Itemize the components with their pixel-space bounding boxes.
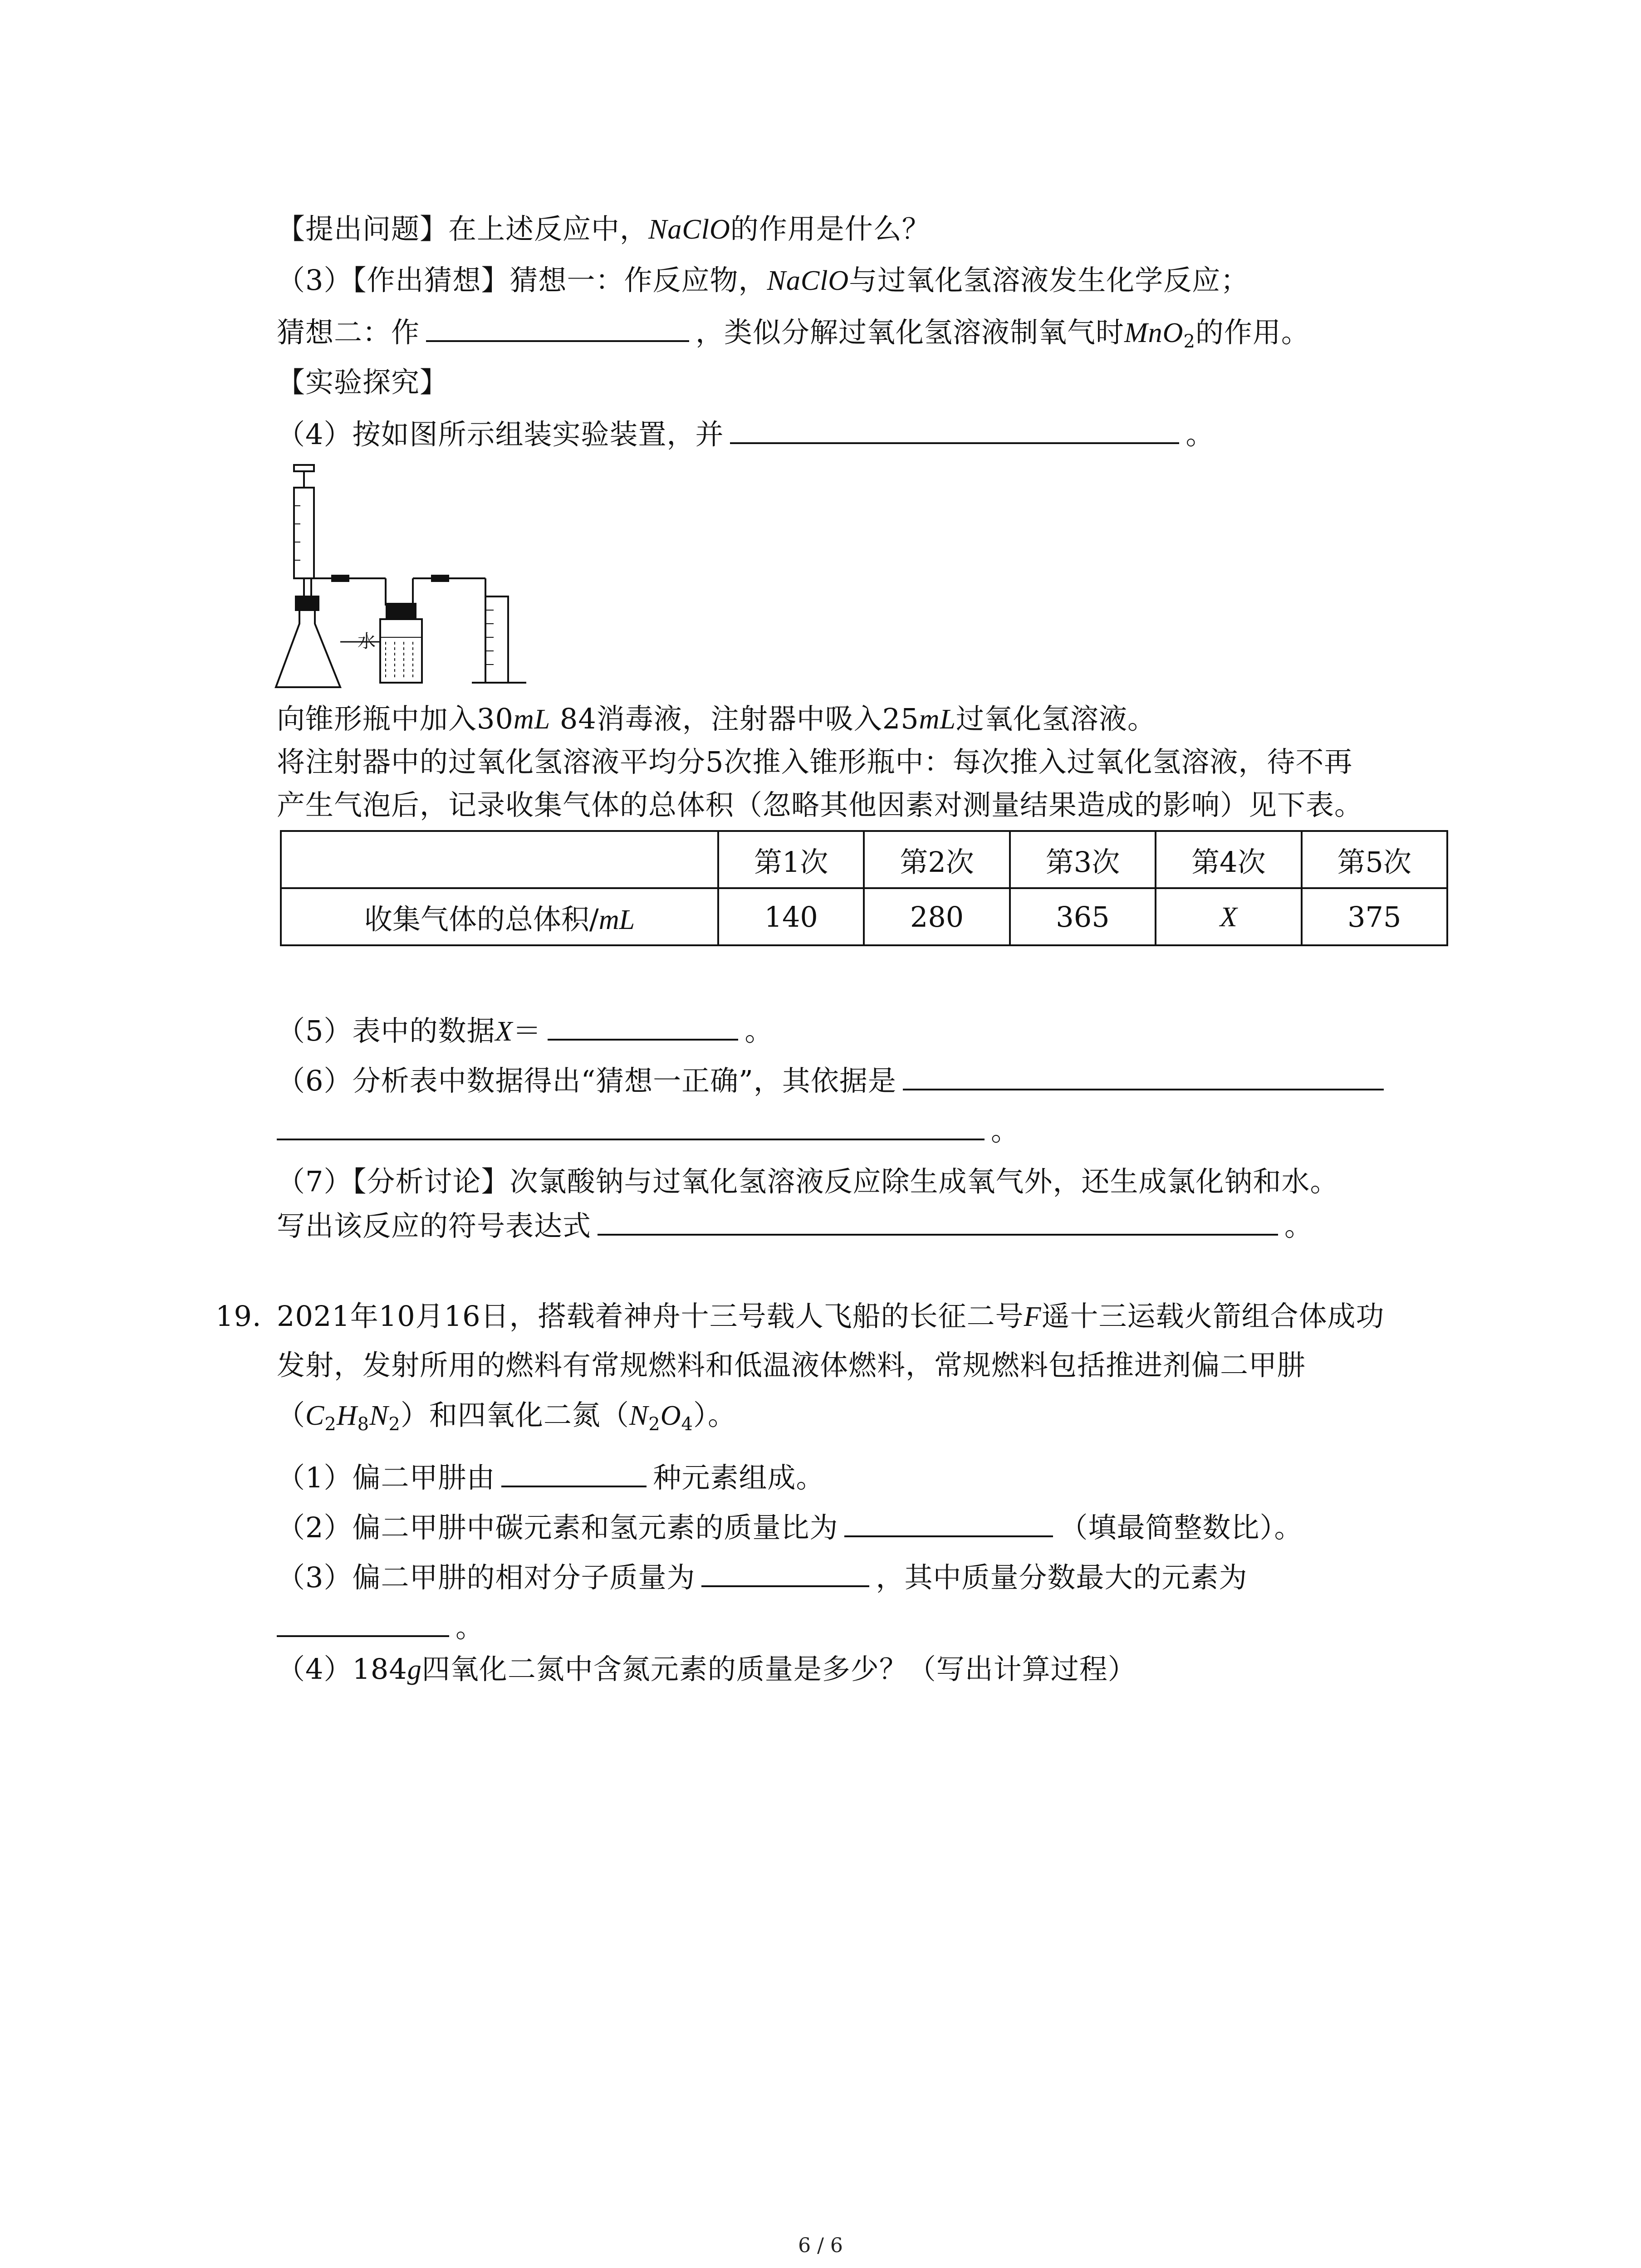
graduated-cylinder — [472, 578, 526, 683]
q19-line-3 — [277, 1397, 736, 1442]
q19-sub-h: 8 — [357, 1414, 370, 1435]
part3-bracket: 【作出猜想】 — [352, 264, 510, 297]
q19-part4 — [277, 1651, 1136, 1688]
q19-p1-pre: （1）偏二甲肼由 — [277, 1461, 495, 1494]
q19-p3-blank-2[interactable] — [277, 1608, 449, 1637]
table-cell — [1156, 888, 1301, 945]
page-number: 6 / 6 — [798, 2234, 843, 2257]
part6-blank-2[interactable] — [277, 1111, 985, 1140]
q19-sub-o: 4 — [681, 1414, 693, 1435]
q19-part1 — [277, 1458, 824, 1496]
table-cell: 280 — [864, 888, 1009, 945]
q19-n2: N — [629, 1400, 649, 1431]
explore-heading: 【实验探究】 — [277, 366, 449, 399]
q19-intro-a: 2021年10月16日，搭载着神舟十三号载人飞船的长征二号 — [277, 1300, 1024, 1333]
problem-bracket: 【提出问题】 — [277, 212, 449, 245]
q19-p4-post: 四氧化二氮中含氮元素的质量是多少？（写出计算过程） — [421, 1652, 1136, 1686]
q19-p2-post: （填最简整数比）。 — [1059, 1511, 1303, 1544]
table-header-row — [281, 831, 1447, 888]
part4-line — [277, 415, 1214, 453]
q19-p1-blank[interactable] — [501, 1458, 647, 1487]
guess2-post-a: ，类似分解过氧化氢溶液制氧气时 — [696, 316, 1125, 349]
q19-close: ）。 — [693, 1398, 736, 1432]
syringe — [294, 465, 314, 596]
q19-p4-pre: （4）184 — [277, 1652, 407, 1686]
part7-blank[interactable] — [598, 1207, 1278, 1236]
guess2-post-b: 的作用。 — [1195, 316, 1310, 349]
q19-p1-post: 种元素组成。 — [653, 1461, 825, 1494]
q19-sub-n: 2 — [388, 1414, 401, 1435]
table-cell: 365 — [1010, 888, 1156, 945]
q19-h: H — [336, 1400, 358, 1431]
table-cell-var: X — [1220, 902, 1237, 933]
tube-clip-1 — [331, 575, 349, 582]
q19-p2-blank[interactable] — [844, 1508, 1053, 1537]
table-row-label — [281, 888, 718, 945]
guess2-chem: MnO — [1124, 318, 1184, 348]
water-label: 水 — [358, 631, 376, 652]
guess2-pre: 猜想二：作 — [277, 316, 420, 349]
part4-pre: （4）按如图所示组装实验装置，并 — [277, 418, 724, 451]
q19-intro-f: F — [1024, 1301, 1042, 1332]
q19-p4-unit: g — [407, 1654, 422, 1685]
q19-p3-end: 。 — [456, 1611, 485, 1644]
table-header-cell — [281, 831, 718, 888]
table-header-cell: 第1次 — [718, 831, 864, 888]
desc-line-1 — [277, 701, 1156, 738]
row-label-unit: mL — [598, 904, 635, 935]
problem-text-pre: 在上述反应中， — [448, 212, 649, 245]
part3-text-b: 与过氧化氢溶液发生化学反应； — [849, 264, 1249, 297]
q19-line-1 — [216, 1298, 1384, 1335]
table-header-cell: 第2次 — [864, 831, 1009, 888]
desc1-b: 84消毒液，注射器中吸入25 — [550, 702, 919, 735]
part3-chem: NaClO — [767, 265, 849, 296]
part5-line — [277, 1012, 773, 1050]
guess2-line — [277, 313, 1310, 360]
q19-part2 — [277, 1508, 1303, 1546]
part4-end: 。 — [1185, 418, 1215, 451]
table-cell: 375 — [1302, 888, 1447, 945]
part5-end: 。 — [745, 1014, 774, 1047]
desc1-a: 向锥形瓶中加入30 — [277, 702, 514, 735]
q19-p3-pre: （3）偏二甲肼的相对分子质量为 — [277, 1561, 696, 1594]
desc-line-2: 将注射器中的过氧化氢溶液平均分5次推入锥形瓶中：每次推入过氧化氢溶液，待不再 — [277, 745, 1353, 778]
water-bottle — [340, 575, 485, 683]
q19-n: N — [369, 1400, 389, 1431]
problem-text-post: 的作用是什么？ — [730, 212, 931, 245]
part7-line-1: （7）【分析讨论】次氯酸钠与过氧化氢溶液反应除生成氧气外，还生成氯化钠和水。 — [277, 1165, 1339, 1198]
desc1-unit1: mL — [513, 704, 551, 735]
q19-open: （ — [277, 1398, 306, 1432]
table-header-cell: 第4次 — [1156, 831, 1301, 888]
part6-line-2 — [277, 1111, 1019, 1149]
q19-intro-b: 遥十三运载火箭组合体成功 — [1041, 1300, 1385, 1333]
part3-text-a: 猜想一：作反应物， — [509, 264, 767, 297]
part6-end: 。 — [991, 1114, 1020, 1147]
q19-mid: ）和四氧化二氮（ — [400, 1398, 629, 1432]
q19-line-2: 发射，发射所用的燃料有常规燃料和低温液体燃料，常规燃料包括推进剂偏二甲肼 — [277, 1349, 1306, 1382]
q19-sub-c: 2 — [324, 1414, 337, 1435]
desc1-unit2: mL — [919, 704, 956, 735]
part3-line — [277, 262, 1249, 299]
table-cell: 140 — [718, 888, 864, 945]
part6-pre: （6）分析表中数据得出“猜想一正确”，其依据是 — [277, 1064, 896, 1097]
q19-number: 19. — [216, 1300, 262, 1333]
q19-sub-n2: 2 — [648, 1414, 661, 1435]
table-header-cell: 第3次 — [1010, 831, 1156, 888]
guess2-blank[interactable] — [426, 313, 689, 342]
part7-end: 。 — [1284, 1209, 1313, 1242]
problem-chem: NaClO — [648, 214, 730, 245]
q19-p3-post: ，其中质量分数最大的元素为 — [876, 1561, 1248, 1594]
part7-pre: 写出该反应的符号表达式 — [277, 1209, 592, 1242]
desc-line-3: 产生气泡后，记录收集气体的总体积（忽略其他因素对测量结果造成的影响）见下表。 — [277, 788, 1363, 821]
guess2-sub: 2 — [1183, 331, 1195, 352]
table-header-cell: 第5次 — [1302, 831, 1447, 888]
q19-o: O — [660, 1400, 681, 1431]
part6-blank-1[interactable] — [903, 1061, 1384, 1090]
q19-part3 — [277, 1558, 1247, 1596]
q19-p2-pre: （2）偏二甲肼中碳元素和氢元素的质量比为 — [277, 1511, 838, 1544]
part5-var: X — [495, 1016, 513, 1047]
part6-line — [277, 1061, 1390, 1099]
part3-num: （3） — [277, 264, 353, 297]
part4-blank[interactable] — [730, 415, 1179, 444]
part5-eq: ＝ — [513, 1014, 542, 1047]
q19-c: C — [305, 1400, 325, 1431]
apparatus-diagram — [272, 460, 581, 696]
part5-pre: （5）表中的数据 — [277, 1014, 495, 1047]
table-row — [281, 888, 1447, 945]
part5-blank[interactable] — [548, 1012, 738, 1041]
volume-table — [280, 830, 1448, 946]
row-label-text: 收集气体的总体积/ — [364, 902, 599, 936]
problem-line — [277, 211, 931, 248]
q19-p3-blank-1[interactable] — [701, 1558, 869, 1587]
desc1-c: 过氧化氢溶液。 — [955, 702, 1156, 735]
q19-part3-line2 — [277, 1608, 484, 1646]
part7-line-2 — [277, 1207, 1313, 1244]
